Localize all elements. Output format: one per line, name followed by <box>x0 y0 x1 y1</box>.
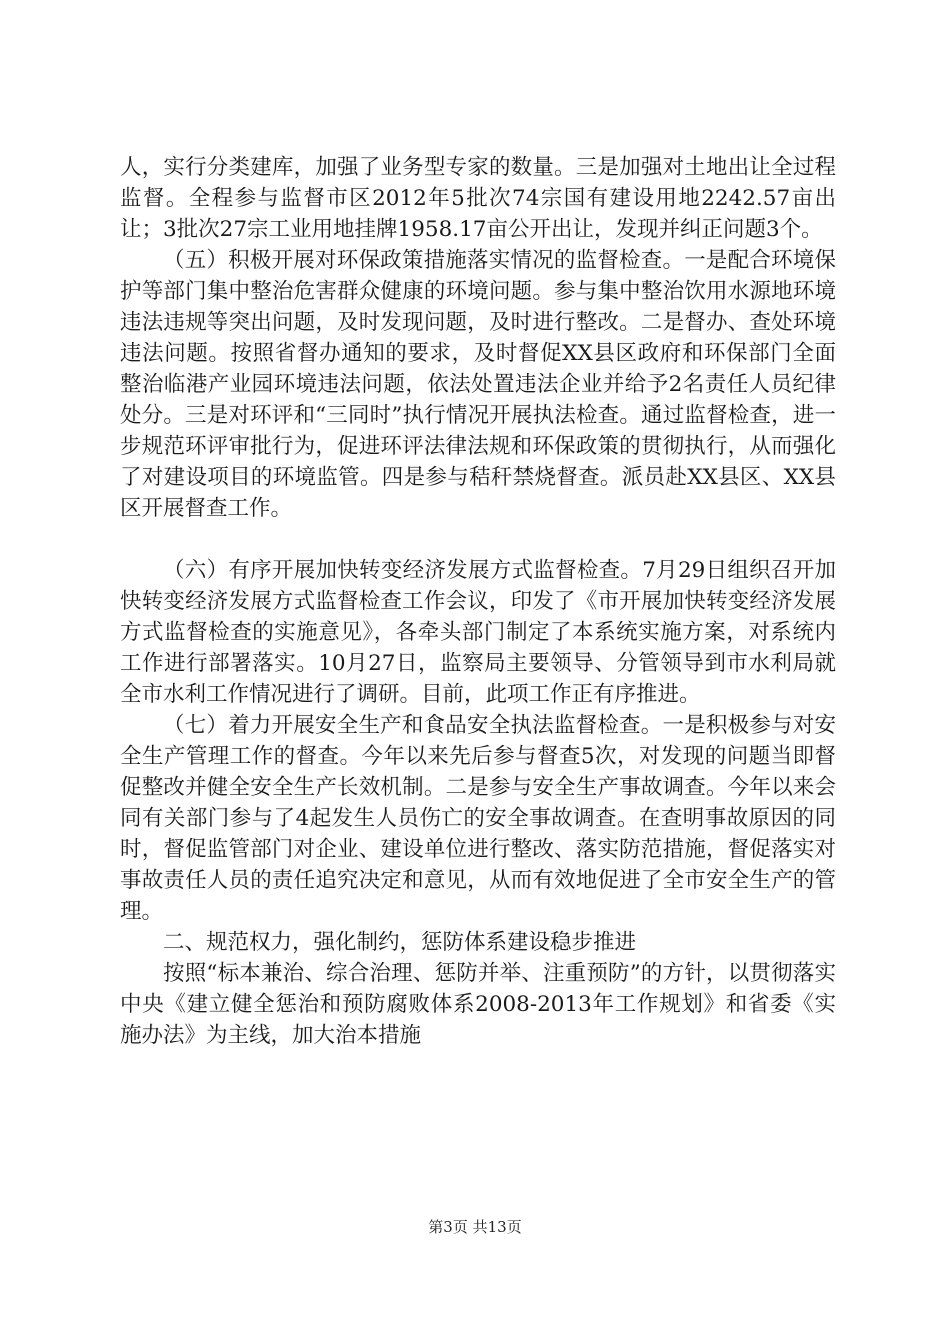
document-body <box>120 152 836 1051</box>
paragraph-section-2-intro: 按照“标本兼治、综合治理、惩防并举、注重预防”的方针，以贯彻落实中央《建立健全惩治和预防腐败体系2008-2013年工作规划》和省委《实施办法》为主线，加大治本措施 <box>120 961 836 1048</box>
paragraph-continuation: 人，实行分类建库，加强了业务型专家的数量。三是加强对土地出让全过程监督。全程参与监督市区2012年5批次74宗国有建设用地2242.57亩出让；3批次27宗工业用地挂牌1958.17亩公开出让，发现并纠正问题3个。 <box>120 155 836 242</box>
section-heading-2: 二、规范权力，强化制约，惩防体系建设稳步推进 <box>163 930 637 955</box>
paragraph-section-7: （七）着力开展安全生产和食品安全执法监督检查。一是积极参与对安全生产管理工作的督查。今年以来先后参与督查5次，对发现的问题当即督促整改并健全安全生产长效机制。二是参与安全生产事故调查。今年以来会同有关部门参与了4起发生人员伤亡的安全事故调查。在查明事故原因的同时，督促监管部门对企业、建设单位进行整改、落实防范措施，督促落实对事故责任人员的责任追究决定和意见，从而有效地促进了全市安全生产的管理。 <box>120 713 836 924</box>
paragraph-section-6: （六）有序开展加快转变经济发展方式监督检查。7月29日组织召开加快转变经济发展方式监督检查工作会议，印发了《市开展加快转变经济发展方式监督检查的实施意见》，各牵头部门制定了本系统实施方案，对系统内工作进行部署落实。10月27日，监察局主要领导、分管领导到市水利局就全市水利工作情况进行了调研。目前，此项工作正有序推进。 <box>120 558 836 707</box>
page-footer: 第3页 共13页 <box>428 1218 522 1236</box>
paragraph-section-5: （五）积极开展对环保政策措施落实情况的监督检查。一是配合环境保护等部门集中整治危害群众健康的环境问题。参与集中整治饮用水源地环境违法违规等突出问题，及时发现问题，及时进行整改。二是督办、查处环境违法问题。按照省督办通知的要求，及时督促XX县区政府和环保部门全面整治临港产业园环境违法问题，依法处置违法企业并给予2名责任人员纪律处分。三是对环评和“三同时”执行情况开展执法检查。通过监督检查，进一步规范环评审批行为，促进环评法律法规和环保政策的贯彻执行，从而强化了对建设项目的环境监管。四是参与秸秆禁烧督查。派员赴XX县区、XX县区开展督查工作。 <box>120 248 836 521</box>
